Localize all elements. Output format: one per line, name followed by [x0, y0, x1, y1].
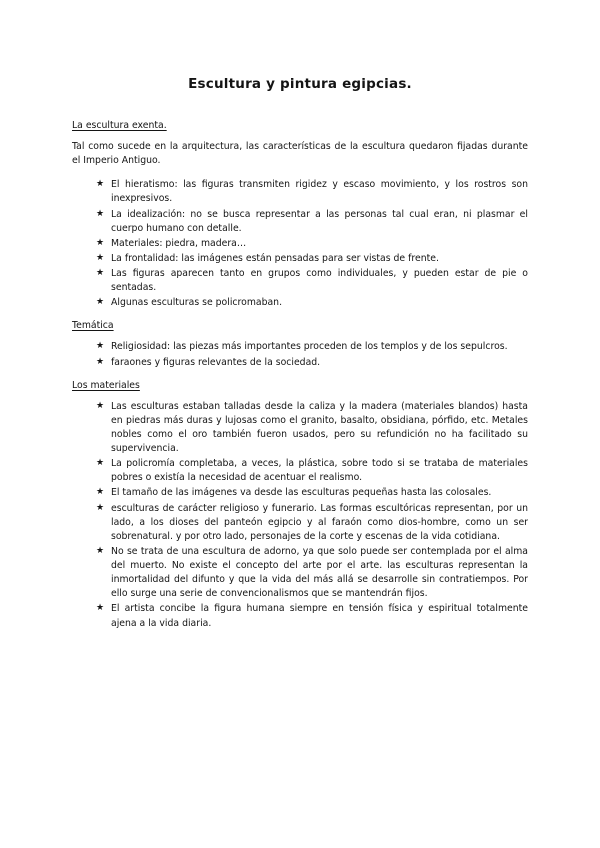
star-bullet-icon: ★: [96, 208, 105, 219]
list-item: [96, 356, 528, 370]
list-item: [96, 502, 528, 544]
star-bullet-icon: ★: [96, 252, 105, 263]
list-item-text: No se trata de una escultura de adorno, ya que solo puede ser contemplada por el alma del muerto. No existe el concepto del arte por el arte. las esculturas representan la inmortalidad del difunto y que la vida del más allá se desarrolle sin contratiempos. Por ello surge una serie de convencionalismos que se mantendrán fijos.: [111, 545, 528, 600]
star-bullet-icon: ★: [96, 179, 105, 190]
list-item-text: esculturas de carácter religioso y funerario. Las formas escultóricas representan, por un lado, a los dioses del panteón egipcio y al faraón como dios-hombre, como un ser sobrenatural. y por otro lado, personajes de la corte y escenas de la vida cotidiana.: [111, 502, 528, 542]
list-item-text: faraones y figuras relevantes de la sociedad.: [111, 356, 321, 368]
section-heading: Los materiales: [72, 379, 140, 391]
list-item: [96, 267, 528, 295]
list-item: [96, 208, 528, 236]
list-item-text: La policromía completaba, a veces, la plástica, sobre todo si se trataba de materiales pobres o existía la necesidad de acentuar el realismo.: [111, 458, 528, 484]
list-item: [96, 296, 528, 310]
list-item: [96, 340, 528, 354]
bullet-list: [72, 178, 528, 310]
bullet-list: [72, 340, 528, 369]
list-item: [96, 457, 528, 485]
star-bullet-icon: ★: [96, 545, 105, 556]
star-bullet-icon: ★: [96, 356, 105, 367]
paragraph: Tal como sucede en la arquitectura, las características de la escultura quedaron fijadas durante el Imperio Antiguo.: [72, 141, 528, 167]
star-bullet-icon: ★: [96, 603, 105, 614]
list-item-text: El artista concibe la figura humana siempre en tensión física y espiritual totalmente ajena a la vida diaria.: [111, 603, 528, 629]
list-item-text: Religiosidad: las piezas más importantes proceden de los templos y de los sepulcros.: [111, 341, 508, 353]
star-bullet-icon: ★: [96, 458, 105, 469]
bullet-list: [72, 400, 528, 631]
section-heading: La escultura exenta.: [72, 120, 167, 131]
list-item: [96, 602, 528, 630]
list-item-text: La idealización: no se busca representar a las personas tal cual eran, ni plasmar el cuerpo humano con detalle.: [111, 208, 528, 234]
list-item: [96, 252, 528, 266]
section-heading: Temática: [72, 320, 114, 332]
section-los-materiales: [72, 380, 528, 631]
list-item-text: La frontalidad: las imágenes están pensadas para ser vistas de frente.: [111, 252, 439, 264]
list-item: [96, 178, 528, 206]
star-bullet-icon: ★: [96, 400, 105, 411]
page-title: Escultura y pintura egipcias.: [188, 76, 412, 92]
list-item: [96, 545, 528, 602]
star-bullet-icon: ★: [96, 487, 105, 498]
list-item: [96, 486, 528, 500]
section-tematica: [72, 320, 528, 369]
list-item-text: Algunas esculturas se policromaban.: [111, 297, 283, 309]
star-bullet-icon: ★: [96, 268, 105, 278]
star-bullet-icon: ★: [96, 502, 105, 513]
star-bullet-icon: ★: [96, 341, 105, 352]
list-item-text: Las esculturas estaban talladas desde la caliza y la madera (materiales blandos) hasta en piedras más duras y lujosas como el granito, basalto, obsidiana, pórfido, etc. Metales nobles como el oro también fueron usados, pero su refundición no ha facilitado su supervivencia.: [111, 400, 528, 454]
section-escultura-exenta: [72, 120, 528, 310]
list-item-text: El hieratismo: las figuras transmiten rigidez y escaso movimiento, y los rostros son inexpresivos.: [111, 179, 528, 205]
list-item-text: Materiales: piedra, madera…: [111, 237, 247, 249]
list-item-text: El tamaño de las imágenes va desde las esculturas pequeñas hasta las colosales.: [111, 487, 492, 499]
list-item: [96, 237, 528, 251]
star-bullet-icon: ★: [96, 237, 105, 248]
list-item-text: Las figuras aparecen tanto en grupos como individuales, y pueden estar de pie o sentadas.: [111, 268, 528, 294]
star-bullet-icon: ★: [96, 297, 105, 308]
list-item: [96, 400, 528, 457]
